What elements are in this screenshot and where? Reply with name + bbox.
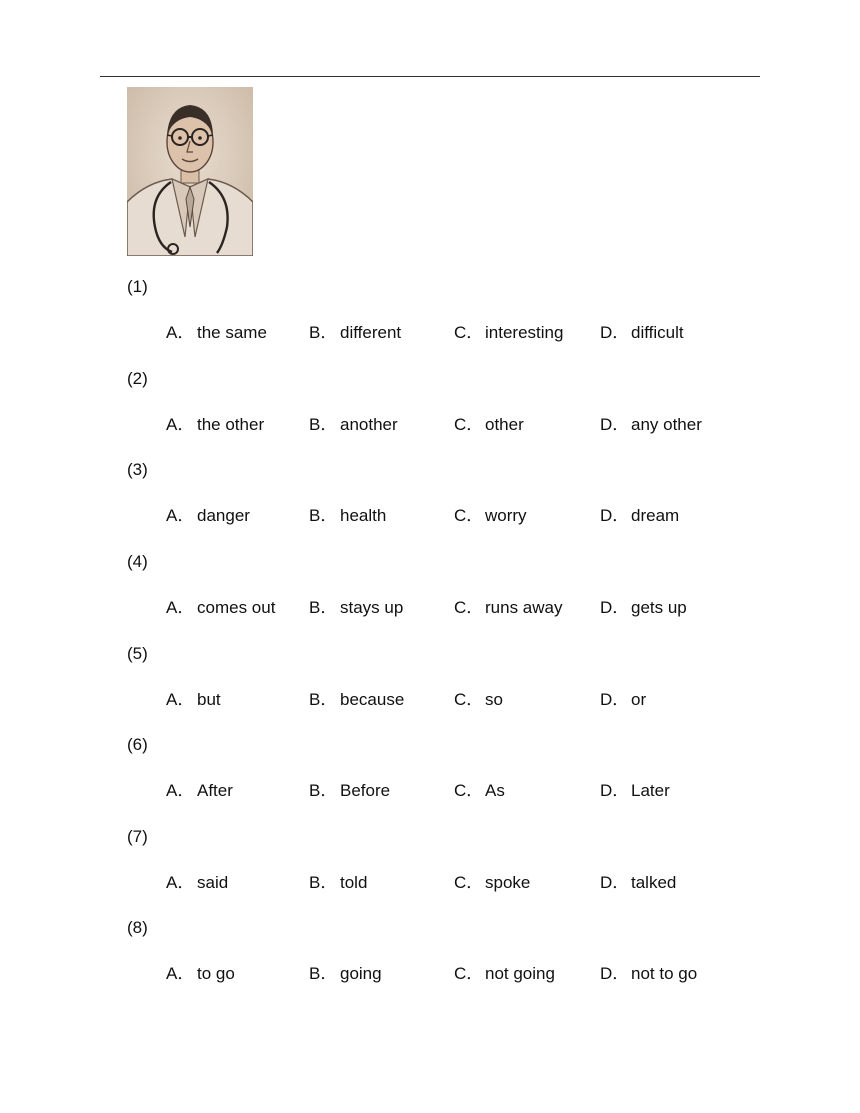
options-row — [166, 505, 766, 527]
option-text: spoke — [485, 873, 531, 892]
question-item — [127, 644, 787, 736]
question-number: (3) — [127, 460, 148, 479]
option-letter: D． — [600, 415, 630, 434]
header-rule — [100, 76, 760, 77]
option-c — [454, 689, 503, 711]
option-letter: B． — [309, 506, 338, 525]
option-b — [309, 872, 367, 894]
option-text: danger — [197, 506, 250, 525]
option-text: Before — [340, 781, 391, 800]
question-item — [127, 369, 787, 461]
options-row — [166, 872, 766, 894]
option-text: the same — [197, 323, 267, 342]
option-text: going — [340, 964, 382, 983]
option-letter: A． — [166, 690, 195, 709]
option-text: health — [340, 506, 387, 525]
options-row — [166, 322, 766, 344]
option-letter: A． — [166, 415, 195, 434]
option-letter: A． — [166, 598, 195, 617]
option-text: interesting — [485, 323, 564, 342]
option-letter: D． — [600, 690, 630, 709]
option-text: comes out — [197, 598, 276, 617]
option-letter: C． — [454, 781, 484, 800]
option-letter: A． — [166, 506, 195, 525]
option-b — [309, 414, 398, 436]
question-number: (2) — [127, 369, 148, 388]
option-a — [166, 505, 250, 527]
option-text: not to go — [631, 964, 698, 983]
option-d — [600, 505, 679, 527]
option-letter: C． — [454, 690, 484, 709]
option-letter: D． — [600, 964, 630, 983]
option-c — [454, 505, 527, 527]
question-item — [127, 460, 787, 552]
question-number: (4) — [127, 552, 148, 571]
option-a — [166, 963, 235, 985]
options-row — [166, 689, 766, 711]
option-letter: A． — [166, 873, 195, 892]
option-c — [454, 322, 563, 344]
option-text: dream — [631, 506, 680, 525]
option-text: the other — [197, 415, 265, 434]
option-text: another — [340, 415, 398, 434]
option-a — [166, 414, 264, 436]
option-d — [600, 780, 670, 802]
option-a — [166, 780, 233, 802]
option-c — [454, 963, 555, 985]
option-d — [600, 414, 702, 436]
option-text: stays up — [340, 598, 404, 617]
option-letter: B． — [309, 964, 338, 983]
option-letter: A． — [166, 781, 195, 800]
option-c — [454, 780, 505, 802]
question-number: (7) — [127, 827, 148, 846]
option-d — [600, 322, 684, 344]
option-text: gets up — [631, 598, 687, 617]
option-letter: B． — [309, 323, 338, 342]
options-row — [166, 414, 766, 436]
option-text: difficult — [631, 323, 684, 342]
option-a — [166, 597, 275, 619]
question-item — [127, 918, 787, 1010]
question-number: (5) — [127, 644, 148, 663]
option-letter: B． — [309, 781, 338, 800]
option-text: After — [197, 781, 233, 800]
question-number: (8) — [127, 918, 148, 937]
option-a — [166, 872, 228, 894]
doctor-portrait-image — [127, 87, 253, 256]
question-item — [127, 277, 787, 369]
options-row — [166, 780, 766, 802]
option-text: not going — [485, 964, 555, 983]
option-letter: C． — [454, 323, 484, 342]
option-letter: A． — [166, 964, 195, 983]
option-letter: D． — [600, 873, 630, 892]
question-item — [127, 827, 787, 919]
option-a — [166, 689, 221, 711]
option-text: different — [340, 323, 402, 342]
option-text: talked — [631, 873, 677, 892]
option-letter: D． — [600, 506, 630, 525]
option-text: but — [197, 690, 221, 709]
question-item — [127, 552, 787, 644]
option-letter: D． — [600, 781, 630, 800]
option-b — [309, 689, 404, 711]
option-letter: B． — [309, 873, 338, 892]
option-b — [309, 780, 390, 802]
option-text: runs away — [485, 598, 563, 617]
option-d — [600, 872, 676, 894]
option-letter: A． — [166, 323, 195, 342]
option-c — [454, 414, 524, 436]
option-b — [309, 322, 401, 344]
option-d — [600, 963, 697, 985]
option-text: As — [485, 781, 505, 800]
option-letter: C． — [454, 964, 484, 983]
option-letter: D． — [600, 598, 630, 617]
option-letter: C． — [454, 598, 484, 617]
option-letter: B． — [309, 690, 338, 709]
option-text: worry — [485, 506, 527, 525]
question-number: (6) — [127, 735, 148, 754]
option-b — [309, 597, 403, 619]
option-text: Later — [631, 781, 670, 800]
option-c — [454, 872, 530, 894]
options-row — [166, 963, 766, 985]
question-item — [127, 735, 787, 827]
options-row — [166, 597, 766, 619]
option-text: said — [197, 873, 229, 892]
option-letter: D． — [600, 323, 630, 342]
option-text: because — [340, 690, 405, 709]
option-c — [454, 597, 562, 619]
option-b — [309, 963, 382, 985]
option-b — [309, 505, 386, 527]
option-text: other — [485, 415, 524, 434]
option-letter: B． — [309, 598, 338, 617]
option-d — [600, 689, 646, 711]
option-d — [600, 597, 687, 619]
option-a — [166, 322, 267, 344]
option-letter: C． — [454, 415, 484, 434]
question-number: (1) — [127, 277, 148, 296]
option-letter: C． — [454, 506, 484, 525]
option-text: any other — [631, 415, 702, 434]
option-text: so — [485, 690, 503, 709]
option-text: to go — [197, 964, 235, 983]
option-text: told — [340, 873, 368, 892]
option-text: or — [631, 690, 647, 709]
option-letter: C． — [454, 873, 484, 892]
option-letter: B． — [309, 415, 338, 434]
